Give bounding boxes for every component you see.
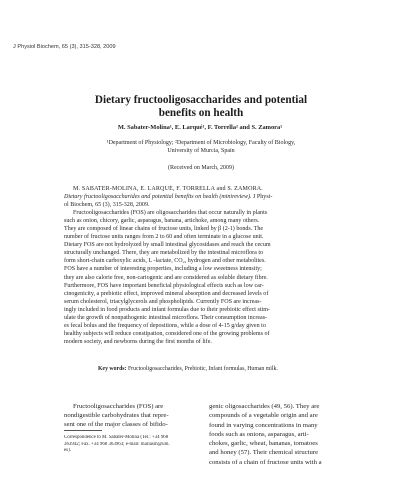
body-line: and honey (57). Their chemical structure [209, 449, 319, 457]
abstract-line: es fecal bolus and the frequency of depositions, while a dose of 4-15 g/day given to [64, 322, 266, 329]
keywords-text: Fructooligosaccharides, Prebiotic, Infant formulas, Human milk. [126, 366, 278, 372]
journal-reference: J Physiol Biochem, 65 (3), 315-328, 2009 [13, 44, 116, 50]
body-line: consists of a chain of fructose units with a [209, 458, 322, 466]
abstract-line: Dietary FOS are not hydrolyzed by small intestinal glycosidases and reach the cecum [64, 242, 271, 249]
abstract-citation-title-italic: Dietary fructooligosaccharides and potential benefits on health (minireview). [64, 194, 252, 201]
abstract-line: Fructooligosaccharides (FOS) are oligosaccharides that occur naturally in plants [73, 210, 268, 217]
footnote-line: Correspondence to M. Sabater-Molina (Tel.: +34 968 [64, 435, 169, 440]
body-column-left [64, 402, 199, 429]
abstract-line: Furthermore, FOS have important beneficial physiological effects such as low car- [64, 282, 264, 289]
affiliations [70, 139, 332, 155]
abstract-line: ingly included in food products and infant formulas due to their prebiotic effect stim- [64, 306, 270, 313]
body-column-right [209, 402, 339, 467]
body-line: foods such as onions, asparagus, arti- [209, 430, 309, 438]
keywords [98, 366, 278, 372]
abstract-line: ulate the growth of nonpathogenic intestinal microflora. Their consumption increas- [64, 314, 268, 321]
abstract-line: number of fructose units ranges from 2 to 60 and often terminate in a glucose unit. [64, 234, 264, 241]
footnote-line: 363942; Fax. +34 968 363963; e-mail: mariasm@um. [64, 441, 170, 447]
received-date: (Received on March, 2009) [168, 165, 234, 171]
body-line: found in varying concentrations in many [209, 421, 318, 429]
title-line: Dietary fructooligosaccharides and potential [94, 94, 308, 106]
abstract-line: structurally unchanged. There, they are metabolized by the intestinal microflora to [64, 250, 264, 257]
footnote-line: es). [64, 448, 71, 453]
correspondence-footnote [64, 435, 199, 455]
abstract-citation-authors: M. SABATER-MOLINA, E. LARQUÉ, F. TORRELLA and S. ZAMORA. [73, 186, 263, 192]
body-line: chokes, garlic, wheat, bananas, tomatoes [209, 440, 318, 448]
affiliation-line: ¹Department of Physiology; ²Department of Microbiology, Faculty of Biology, [106, 140, 296, 146]
footnote-divider [64, 430, 102, 431]
body-line: genic oligosaccharides (49, 56). They are [209, 403, 320, 410]
abstract-line: such as onion, chicory, garlic, asparagus, banana, artichoke, among many others. [64, 218, 260, 225]
abstract-line: healthy subjects will reduce constipation, considered one of the growing problems of [64, 330, 270, 337]
affiliation-line: University of Murcia, Spain [167, 148, 235, 154]
keywords-label: Key words: [98, 366, 127, 372]
abstract [64, 185, 338, 346]
body-line: compounds of a vegetable origin and are [209, 412, 318, 420]
abstract-line: modern society, and newborns during the first months of life. [64, 338, 212, 345]
abstract-line: cinogenicity, a prebiotic effect, improved mineral absorption and decreased levels of [64, 290, 269, 297]
article-title [70, 94, 332, 121]
body-line: nondigestible carbohydrates that repre- [64, 412, 169, 419]
body-line: Fructooligosaccharides (FOS) are [73, 403, 164, 410]
title-line: benefits on health [158, 107, 244, 120]
abstract-citation-title [64, 193, 338, 201]
abstract-line: They are composed of linear chains of fructose units, linked by β (2-1) bonds. The [64, 226, 264, 233]
author-list: M. Sabater-Molina¹, E. Larqué¹, F. Torrella² and S. Zamora¹ [117, 124, 283, 131]
abstract-citation-ref: ol Biochem, 65 (3), 315-328, 2009. [64, 202, 150, 209]
abstract-line: FOS have a number of interesting properties, including a low sweetness intensity; [64, 266, 262, 273]
abstract-line: they are also calorie free, non-cariogenic and are considered as soluble dietary fibre. [64, 274, 268, 281]
abstract-line: serum cholesterol, triacylglycerols and phospholipids. Currently FOS are increas- [64, 298, 262, 305]
abstract-line: form short-chain carboxylic acids, L -lactate, CO₂, hydrogen and other metabolites. [64, 258, 266, 265]
abstract-citation-journal: J Physi- [251, 194, 273, 201]
body-line: sent one of the major classes of bifido- [64, 421, 168, 428]
